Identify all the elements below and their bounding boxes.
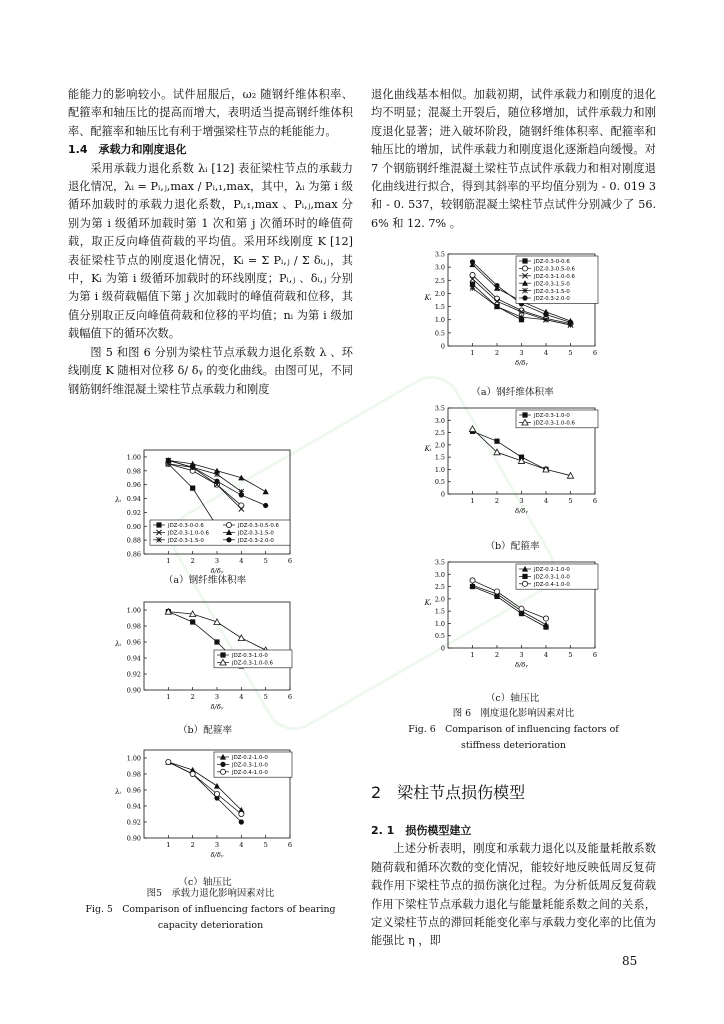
fig5a-data-point <box>166 458 171 463</box>
fig5c-legend-marker <box>220 769 225 774</box>
fig5a-legend-label: JDZ-0.3-2.0-0 <box>238 538 274 544</box>
fig5a-legend-label: JDZ-0.3-1.5-0 <box>168 538 204 544</box>
right-paragraph-1: 退化曲线基本相似。加载初期，试件承载力和刚度的退化均不明显；混凝土开裂后，随位移增加，试件承载力和刚度退化显著；进入破坏阶段，随钢纤维体积率、配箍率和轴压比的增加，试件承载力和刚度退化逐渐趋向缓慢。对 7 个钢筋钢纤维混凝土梁柱节点试件承载力和相对刚度退化曲线进行拟合，得到其斜率的平均值分别为 - 0. 019 3 和 - 0. 537，较钢筋混凝土梁柱节点试件分别减少了 56. 6% 和 12. 7% 。 <box>371 88 656 230</box>
fig5b-xtick-label: 1 <box>166 693 171 701</box>
fig5c-chart <box>110 744 300 862</box>
fig6b-ytick-label: 0.5 <box>434 478 445 487</box>
fig5b-data-point <box>214 639 219 644</box>
section-2-title: 2 梁柱节点损伤模型 <box>371 783 526 802</box>
fig6a-xtick-label: 4 <box>543 349 549 357</box>
fig5b-ytick-label: 1.00 <box>126 606 141 615</box>
fig6b-data-point <box>494 439 499 444</box>
fig6c-ytick-label: 0 <box>440 644 445 653</box>
fig6a-legend-marker <box>522 295 527 300</box>
fig6a-legend-marker <box>522 258 527 263</box>
fig5c-legend-label: JDZ-0.4-1.0-0 <box>232 770 268 776</box>
fig5b-series-1 <box>165 609 269 653</box>
fig5c-xtick-label: 3 <box>214 841 220 849</box>
fig6a-data-point <box>470 286 475 291</box>
fig5c-xtick-label: 2 <box>190 841 195 849</box>
fig6a-xlabel: δ/δᵧ <box>515 359 528 367</box>
left-paragraph-2: 采用承载力退化系数 λᵢ [12] 表征梁柱节点的承载力退化情况，λᵢ = Pᵢ,ⱼ,max / Pᵢ,₁,max，其中，λᵢ 为第 i 级循环加载时的承载力退化系数，Pᵢ,₁,max 、Pᵢ,ⱼ,max 分别为第 i 级循环加载时第 1 次和第 j 次循环时的峰值荷载，取正反向峰值荷载的平均值。采用环线刚度 K [12] 表征梁柱节点的刚度退化情况，Kᵢ = Σ Pᵢ,ⱼ / Σ δᵢ,ⱼ，其中，Kᵢ 为第 i 级循环加载时的环线刚度；Pᵢ,ⱼ 、δᵢ,ⱼ 分别为第 i 级荷载幅值下第 j 次加载时的峰值荷载和位移，其值分别取正反向峰值荷载和位移的平均值；nᵢ 为第 i 级加载幅值下的循环次数。 <box>68 161 353 341</box>
fig6a-ylabel: Kᵢ <box>424 294 432 302</box>
fig5b-legend-label: JDZ-0.3-1.0-0 <box>232 653 268 660</box>
fig6a-data-point <box>568 320 573 325</box>
fig5-caption-en-2: capacity deterioration <box>157 920 264 931</box>
fig6b-ytick-label: 1.0 <box>434 465 445 474</box>
fig6c-data-point <box>470 578 475 583</box>
fig6c-ytick-label: 1.5 <box>434 607 445 616</box>
fig6a-legend-marker <box>522 288 527 293</box>
fig5a-legend-label: JDZ-0.3-1.5-0 <box>238 530 274 537</box>
fig6b-ytick-label: 3.0 <box>434 416 445 425</box>
section-2-1-heading: 2. 1 损伤模型建立 <box>371 824 472 837</box>
fig5a-data-point <box>263 489 269 495</box>
fig6b-data-point <box>469 426 475 432</box>
fig6a-xtick-label: 1 <box>470 349 475 357</box>
fig5a-legend-label: JDZ-0.3-1.0-0.6 <box>168 530 209 537</box>
fig6a-legend-label: JDZ-0.3-1.0-0.6 <box>534 274 575 280</box>
left-paragraph-1: 能能力的影响较小。试件屈服后，ω₂ 随钢纤维体积率、配箍率和轴压比的提高而增大，表明适当提高钢纤维体积率、配箍率和轴压比有利于增强梁柱节点的耗能能力。 <box>68 88 353 138</box>
fig6b-xtick-label: 3 <box>519 497 524 505</box>
fig5-caption <box>68 886 353 934</box>
fig5a-chart <box>110 444 300 578</box>
fig5a-ytick-label: 0.94 <box>126 495 141 504</box>
fig5c-xtick-label: 5 <box>263 841 268 849</box>
fig6c-ytick-label: 2.5 <box>434 583 445 592</box>
fig5c-ytick-label: 0.98 <box>126 770 141 779</box>
fig5c-data-point <box>214 783 220 789</box>
fig5b-legend-label: JDZ-0.3-1.0-0.6 <box>232 660 273 667</box>
fig6b-ylabel: Kᵢ <box>424 445 432 453</box>
fig6c-data-point <box>543 625 548 630</box>
left-column <box>68 86 353 399</box>
fig6c-legend-label: JDZ-0.3-1.0-0 <box>534 574 570 581</box>
fig6c-data-point <box>470 584 475 589</box>
fig6a-data-point <box>494 283 499 288</box>
fig6c-legend-marker <box>522 581 527 586</box>
fig5a-legend-label: JDZ-0.3-0-0.6 <box>168 523 204 530</box>
fig5c-legend-label: JDZ-0.3-1.0-0 <box>232 762 268 769</box>
fig5c-data-point <box>239 819 244 824</box>
fig6a-legend-label: JDZ-0.3-0.5-0.6 <box>534 266 575 273</box>
fig6c-ytick-label: 1.0 <box>434 619 445 628</box>
fig5c-legend-label: JDZ-0.2-1.0-0 <box>232 755 268 762</box>
fig5a-ytick-label: 0.92 <box>126 508 141 517</box>
fig5c-data-point <box>190 771 195 776</box>
fig5c-xlabel: δ/δᵧ <box>210 851 224 859</box>
fig6b-caption: （b）配箍率 <box>485 541 540 552</box>
fig6c-xtick-label: 4 <box>543 651 549 659</box>
fig5b-xtick-label: 2 <box>190 693 195 701</box>
fig6c-legend-marker <box>522 574 527 579</box>
fig6c-ytick-label: 3.5 <box>434 558 445 567</box>
fig5a-data-point <box>190 486 195 491</box>
fig6a-legend-label: JDZ-0.3-1.5-0 <box>534 281 570 288</box>
left-paragraph-3: 图 5 和图 6 分别为梁柱节点承载力退化系数 λ 、环线刚度 K 随相对位移 δ/ δᵧ 的变化曲线。由图可见，不同钢筋钢纤维混凝土梁柱节点承载力和刚度 <box>68 345 353 396</box>
fig5a-data-point <box>263 503 268 508</box>
fig5c-ytick-label: 0.90 <box>126 834 141 843</box>
fig5c-xtick-label: 4 <box>239 841 244 849</box>
fig6c-chart <box>420 556 605 674</box>
fig6b-xtick-label: 1 <box>470 497 475 505</box>
fig6a-ytick-label: 1.5 <box>434 303 445 312</box>
fig6b-xtick-label: 4 <box>543 497 549 505</box>
fig5a-xtick-label: 6 <box>287 557 293 565</box>
fig5c-legend-marker <box>220 762 225 767</box>
fig6c-data-point <box>519 611 524 616</box>
fig5a-xtick-label: 4 <box>239 557 244 565</box>
fig6b-legend-label: JDZ-0.3-1.0-0.6 <box>534 420 575 427</box>
fig6c-legend-label: JDZ-0.2-1.0-0 <box>534 567 570 574</box>
fig6a-ytick-label: 3.5 <box>434 250 445 259</box>
fig6-caption <box>371 706 656 754</box>
fig6a-xtick-label: 3 <box>519 349 524 357</box>
fig6a-ytick-label: 0 <box>440 342 445 351</box>
fig5c-ytick-label: 1.00 <box>126 754 141 763</box>
fig5c-ylabel: λᵢ <box>115 788 121 796</box>
fig6a-ytick-label: 1.0 <box>434 316 445 325</box>
fig5a-xtick-label: 3 <box>214 557 220 565</box>
fig5c-caption: （c）轴压比 <box>178 877 232 888</box>
fig5c-data-point <box>239 811 244 816</box>
fig5a-legend-label: JDZ-0.3-0.5-0.6 <box>238 523 279 530</box>
fig6c-ytick-label: 0.5 <box>434 632 445 641</box>
fig5c-data-point <box>214 791 219 796</box>
fig6a-legend-label: JDZ-0.3-2.0-0 <box>534 296 570 303</box>
fig5b-ytick-label: 0.98 <box>126 622 141 631</box>
fig6a-ytick-label: 0.5 <box>434 329 445 338</box>
fig6a-data-point <box>519 314 524 319</box>
fig5a-legend-marker <box>156 522 161 527</box>
fig5a-ylabel: λᵢ <box>115 496 121 504</box>
fig5b-xtick-label: 6 <box>287 693 293 701</box>
fig6c-xtick-label: 1 <box>470 651 475 659</box>
fig6c-ylabel: Kᵢ <box>424 599 432 607</box>
fig5b-xlabel: δ/δᵧ <box>210 703 224 711</box>
fig6c-xlabel: δ/δᵧ <box>515 661 528 669</box>
fig6b-ytick-label: 0 <box>440 490 445 499</box>
fig5c-xtick-label: 1 <box>166 841 171 849</box>
fig6c-data-point <box>494 594 499 599</box>
fig6b-xlabel: δ/δᵧ <box>515 507 528 515</box>
fig6c-data-point <box>543 616 548 621</box>
fig5a-ytick-label: 0.98 <box>126 467 141 476</box>
fig5a-ytick-label: 0.86 <box>126 550 141 559</box>
fig6-caption-en-1: Fig. 6 Comparison of influencing factors of <box>408 724 619 735</box>
fig5b-ytick-label: 0.94 <box>126 654 141 663</box>
fig6b-xtick-label: 2 <box>494 497 500 505</box>
fig6c-xtick-label: 6 <box>592 651 598 659</box>
fig6b-series-0 <box>470 429 549 472</box>
fig5a-xtick-label: 5 <box>263 557 268 565</box>
fig6a-data-point <box>494 296 499 301</box>
fig5b-data-point <box>214 619 220 625</box>
fig6a-xtick-label: 2 <box>494 349 500 357</box>
fig6a-data-point <box>494 304 499 309</box>
fig6c-data-point <box>494 589 499 594</box>
fig5c-data-point <box>166 759 171 764</box>
fig6a-data-point <box>543 317 548 322</box>
fig5a-ytick-label: 0.96 <box>126 481 141 490</box>
fig5c-ytick-label: 0.94 <box>126 802 141 811</box>
fig5a-ytick-label: 1.00 <box>126 453 141 462</box>
fig5a-ytick-label: 0.90 <box>126 522 141 531</box>
fig6-caption-en-2: stiffness deterioration <box>461 740 566 751</box>
fig6c-xtick-label: 5 <box>568 651 573 659</box>
fig5c-ytick-label: 0.96 <box>126 786 141 795</box>
fig5b-frame <box>144 602 290 690</box>
section-2-1 <box>371 822 656 951</box>
fig6a-legend-label: JDZ-0.3-0-0.6 <box>534 259 570 266</box>
fig5a-data-point <box>190 465 195 470</box>
fig6a-chart <box>420 248 605 372</box>
fig5-caption-cn: 图5 承载力退化影响因素对比 <box>146 888 275 899</box>
fig5c-xtick-label: 6 <box>287 841 293 849</box>
fig5b-xtick-label: 3 <box>214 693 220 701</box>
fig6a-legend-marker <box>522 266 527 271</box>
fig6c-caption: （c）轴压比 <box>485 693 540 704</box>
fig6a-data-point <box>543 312 548 317</box>
fig6c-legend-label: JDZ-0.4-1.0-0 <box>534 582 570 588</box>
fig6a-legend-label: JDZ-0.3-1.5-0 <box>534 288 570 295</box>
fig5a-xlabel: δ/δᵧ <box>210 567 224 575</box>
fig6b-ytick-label: 2.5 <box>434 429 445 438</box>
fig5a-xtick-label: 1 <box>166 557 171 565</box>
fig6c-data-point <box>519 606 524 611</box>
fig6a-ytick-label: 3.0 <box>434 263 445 272</box>
fig5b-ylabel: λᵢ <box>115 640 121 648</box>
fig5b-ytick-label: 0.92 <box>126 670 141 679</box>
fig6c-ytick-label: 3.0 <box>434 570 445 579</box>
fig5a-xtick-label: 2 <box>190 557 195 565</box>
fig6c-xtick-label: 2 <box>494 651 500 659</box>
fig6c-ytick-label: 2.0 <box>434 595 445 604</box>
fig6a-caption: （a）钢纤维体积率 <box>471 387 554 398</box>
fig6b-xtick-label: 5 <box>568 497 573 505</box>
fig5b-chart <box>110 596 300 714</box>
section-1-4-heading: 1.4 承载力和刚度退化 <box>68 143 187 157</box>
fig6a-data-point <box>470 259 475 264</box>
fig6a-ytick-label: 2.0 <box>434 289 445 298</box>
fig6b-series-1 <box>469 426 573 478</box>
fig5a-legend-marker <box>226 537 231 542</box>
fig6a-ytick-label: 2.5 <box>434 276 445 285</box>
fig6c-series-line <box>473 587 547 628</box>
fig6c-xtick-label: 3 <box>519 651 524 659</box>
fig5b-data-point <box>238 635 244 641</box>
fig6b-series-line <box>473 431 547 469</box>
fig5a-ytick-label: 0.88 <box>126 536 141 545</box>
fig6-caption-cn: 图 6 刚度退化影响因素对比 <box>452 708 575 719</box>
fig6b-ytick-label: 3.5 <box>434 404 445 413</box>
fig5c-ytick-label: 0.92 <box>126 818 141 827</box>
fig5a-legend-marker <box>156 537 161 542</box>
fig5b-ytick-label: 0.90 <box>126 686 141 695</box>
right-column <box>371 86 656 233</box>
fig5a-series-line <box>168 464 241 506</box>
fig5-caption-en-1: Fig. 5 Comparison of influencing factors of bearing <box>85 904 336 915</box>
section-2-1-paragraph: 上述分析表明，刚度和承载力退化以及能量耗散系数随荷载和循环次数的变化情况，能较好地反映低周反复荷载作用下梁柱节点的损伤演化过程。为分析低周反复荷载作用下梁柱节点承载力退化与能量耗能系数之间的关系，定义梁柱节点的滞回耗能变化率与承载力变化率的比值为能强比 η ，即 <box>371 842 656 948</box>
fig6b-ytick-label: 2.0 <box>434 441 445 450</box>
fig6b-chart <box>420 402 605 520</box>
fig5a-data-point <box>214 472 219 477</box>
fig5a-caption: （a）钢纤维体积率 <box>163 575 247 586</box>
fig5a-data-point <box>214 479 219 484</box>
fig5a-legend-marker <box>226 522 231 527</box>
fig5b-data-point <box>190 619 195 624</box>
fig6b-legend-marker <box>522 412 527 417</box>
fig6b-series-line <box>473 429 571 476</box>
fig5b-ytick-label: 0.96 <box>126 638 141 647</box>
fig5a-data-point <box>239 492 244 497</box>
fig6a-xtick-label: 5 <box>568 349 573 357</box>
fig6c-series-1 <box>470 584 549 630</box>
fig6b-ytick-label: 1.5 <box>434 453 445 462</box>
fig5b-xtick-label: 5 <box>263 693 268 701</box>
fig5b-caption: （b）配箍率 <box>177 725 233 736</box>
fig6b-xtick-label: 6 <box>592 497 598 505</box>
fig5b-legend-marker <box>220 652 225 657</box>
fig6a-xtick-label: 6 <box>592 349 598 357</box>
fig5b-xtick-label: 4 <box>239 693 244 701</box>
fig6b-legend-label: JDZ-0.3-1.0-0 <box>534 413 570 420</box>
page-number: 85 <box>622 954 638 968</box>
